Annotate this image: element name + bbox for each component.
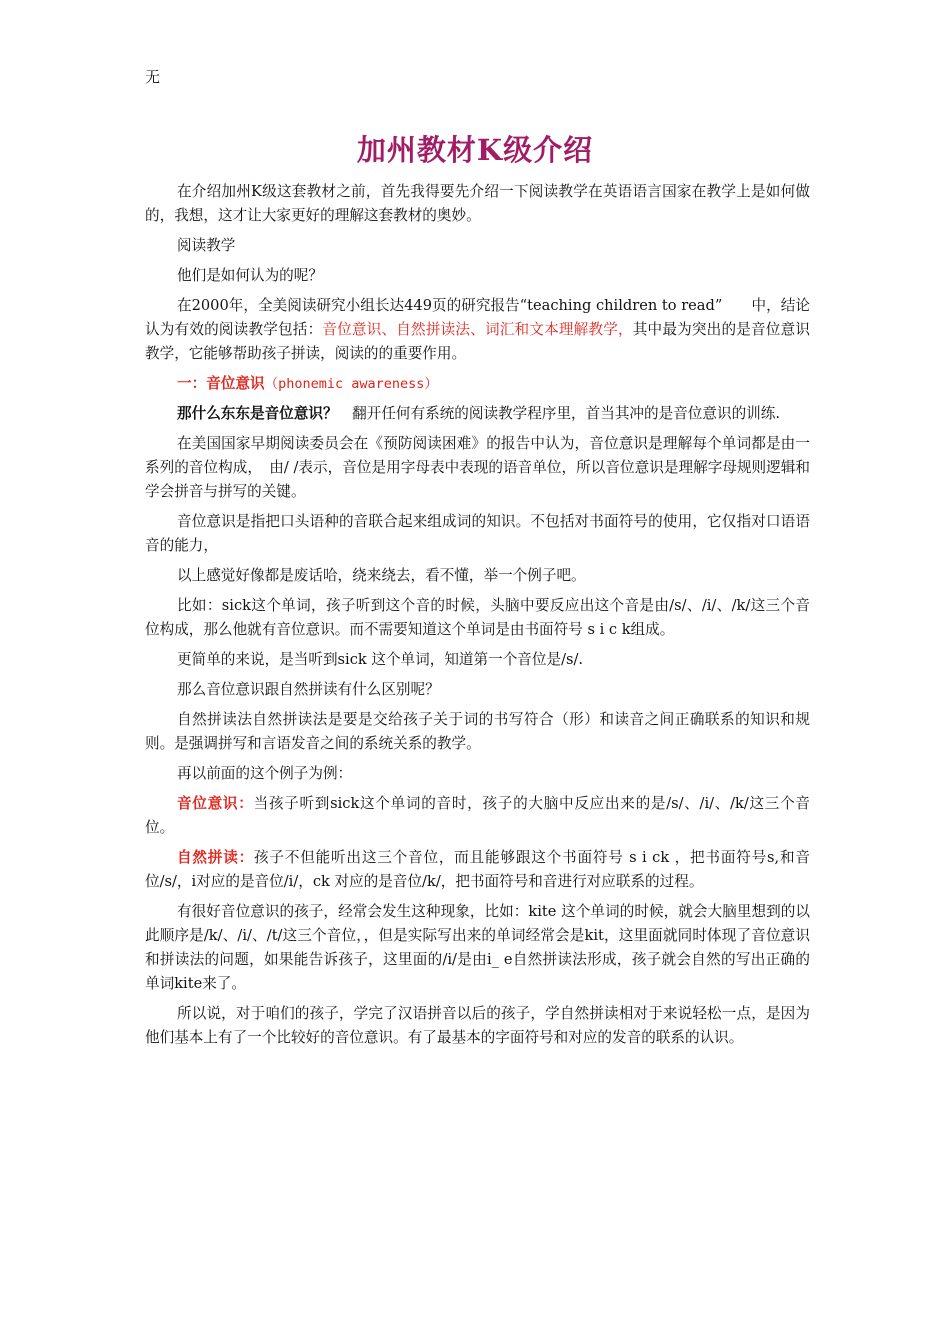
paragraph-definition: 音位意识是指把口头语种的音联合起来组成词的知识。不包括对书面符号的使用，它仅指对口语语音的能力， — [145, 513, 810, 554]
paragraph-phonics-example — [145, 846, 810, 894]
section-heading-label: 一：音位意识 — [177, 375, 265, 392]
section-heading-english: （phonemic awareness） — [264, 376, 438, 392]
what-is-question: 那什么东东是音位意识？ — [177, 405, 338, 422]
paragraph-example-again: 再以前面的这个例子为例： — [177, 765, 353, 782]
paragraph-question: 他们是如何认为的呢？ — [177, 267, 323, 284]
paragraph-report — [145, 294, 810, 366]
corner-label: 无 — [145, 68, 161, 86]
section-heading — [145, 372, 810, 396]
document-title: 加州教材K级介绍 — [356, 133, 594, 167]
paragraph-phonics-definition: 自然拼读法自然拼读法是要是交给孩子关于词的书写符合（形）和读音之间正确联系的知识和规则。是强调拼写和言语发音之间的系统关系的教学。 — [145, 711, 810, 752]
phonemic-text: 当孩子听到sick这个单词的音时，孩子的大脑中反应出来的是/s/、/i/、/k/这三个音位。 — [145, 795, 810, 836]
paragraph-sick-example: 比如：sick这个单词，孩子听到这个音的时候，头脑中要反应出这个音是由/s/、/i/、/k/这三个音位构成，那么他就有音位意识。而不需要知道这个单词是由书面符号 s i c k组成。 — [145, 597, 810, 638]
document-body — [145, 180, 810, 1056]
paragraph-report-definition: 在美国国家早期阅读委员会在《预防阅读困难》的报告中认为，音位意识是理解每个单词都是由一系列的音位构成， 由/ /表示，音位是用字母表中表现的语音单位，所以音位意识是理解字母规则逻辑和学会拼音与拼写的关键。 — [145, 435, 810, 500]
paragraph-intro: 在介绍加州K级这套教材之前，首先我得要先介绍一下阅读教学在英语语言国家在教学上是如何做的，我想，这才让大家更好的理解这套教材的奥妙。 — [145, 183, 810, 224]
paragraph-what-is — [145, 402, 810, 426]
paragraph-conclusion: 所以说，对于咱们的孩子，学完了汉语拼音以后的孩子，学自然拼读相对于来说轻松一点，是因为他们基本上有了一个比较好的音位意识。有了最基本的字面符号和对应的发音的联系的认识。 — [145, 1005, 810, 1046]
paragraph-difference-question: 那么音位意识跟自然拼读有什么区别呢？ — [177, 681, 440, 698]
report-text-end: 其中最为突出的是音位意识教学，它能够帮助孩子拼读，阅读的的重要作用。 — [145, 321, 810, 362]
report-text: 在2000年，全美阅读研究小组长达449页的研究报告“teaching children to read” 中，结论认为有效的阅读教学包括： — [145, 297, 810, 338]
report-highlight: 音位意识、自然拼读法、词汇和文本理解教学， — [322, 321, 633, 338]
paragraph-example-intro: 以上感觉好像都是废话哈，绕来绕去，看不懂，举一个例子吧。 — [177, 567, 586, 584]
paragraph-phonemic-example — [145, 792, 810, 840]
what-is-answer: 翻开任何有系统的阅读教学程序里，首当其冲的是音位意识的训练. — [337, 405, 781, 422]
phonics-text: 孩子不但能听出这三个音位，而且能够跟这个书面符号 s i ck ，把书面符号s,和音位/s/，i对应的是音位/i/，ck 对应的是音位/k/，把书面符号和音进行对应联系的过程。 — [145, 849, 810, 890]
paragraph-kite-example: 有很好音位意识的孩子，经常会发生这种现象，比如：kite 这个单词的时候，就会大脑里想到的以此顺序是/k/、/i/、/t/这三个音位，，但是实际写出来的单词经常会是kit，这里面就同时体现了音位意识和拼读法的问题，如果能告诉孩子，这里面的/i/是由i_ e自然拼读法形成，孩子就会自然的写出正确的单词kite来了。 — [145, 903, 810, 992]
phonemic-label: 音位意识： — [177, 795, 254, 812]
paragraph-simple: 更简单的来说，是当听到sick 这个单词，知道第一个音位是/s/. — [177, 651, 584, 668]
paragraph-reading-teaching: 阅读教学 — [177, 237, 236, 254]
phonics-label: 自然拼读： — [177, 849, 255, 866]
